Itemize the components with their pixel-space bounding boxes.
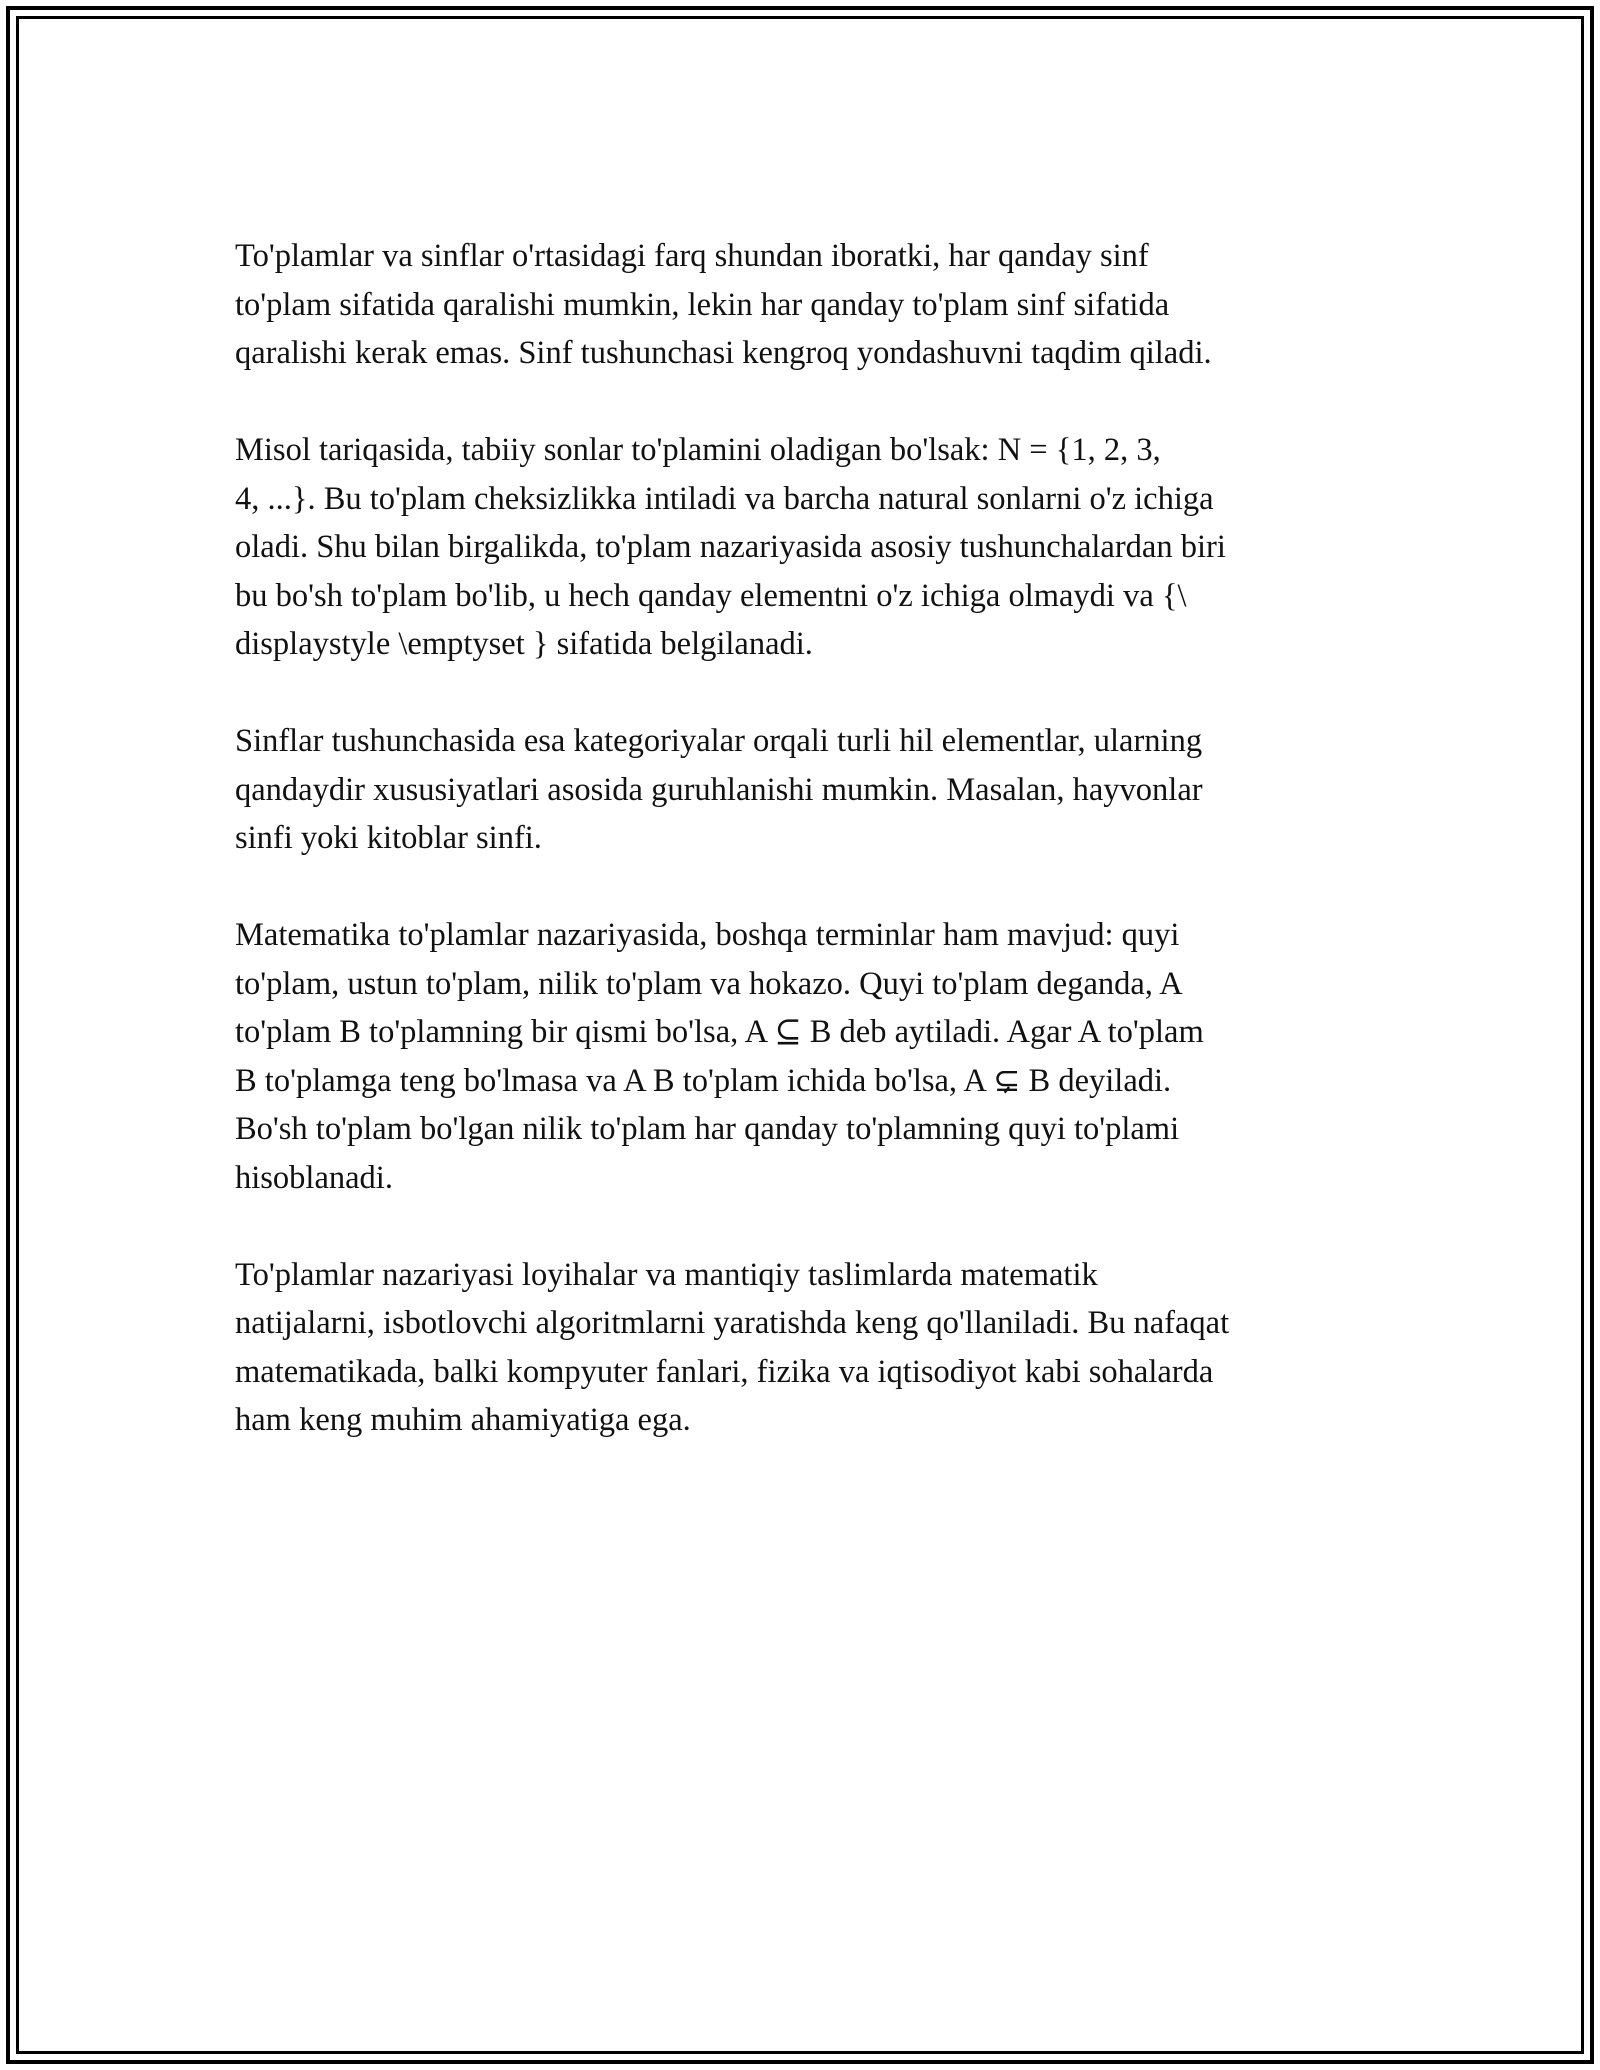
paragraph-class-concept: Sinflar tushunchasida esa kategoriyalar orqali turli hil elementlar, ularning qandaydir xususiyatlari asosida guruhlanishi mumkin. Masalan, hayvonlar sinfi yoki kitoblar sinfi. <box>235 723 1203 856</box>
paragraph-set-theory-applications: To'plamlar nazariyasi loyihalar va mantiqiy taslimlarda matematik natijalarni, isbotlovchi algoritmlarni yaratishda keng qo'llaniladi. Bu nafaqat matematikada, balki kompyuter fanlari, fizika va iqtisodiyot kabi sohalarda ham keng muhim ahamiyatiga ega. <box>235 1256 1230 1438</box>
paragraph-sets-vs-classes: To'plamlar va sinflar o'rtasidagi farq shundan iboratki, har qanday sinf to'plam sifatida qaralishi mumkin, lekin har qanday to'plam sinf sifatida qaralishi kerak emas. Sinf tushunchasi kengroq yondashuvni taqdim qiladi. <box>235 238 1212 371</box>
paragraph-natural-numbers-example: Misol tariqasida, tabiiy sonlar to'plamini oladigan bo'lsak: N = {1, 2, 3, 4, ...}. Bu to'plam cheksizlikka intiladi va barcha natural sonlarni o'z ichiga oladi. Shu bilan birgalikda, to'plam nazariyasida asosiy tushunchalardan biri bu bo'sh to'plam bo'lib, u hech qanday elementni o'z ichiga olmaydi va {\ displaystyle \emptyset } sifatida belgilanadi. <box>235 432 1226 662</box>
paragraph-subset-terms: Matematika to'plamlar nazariyasida, boshqa terminlar ham mavjud: quyi to'plam, ustun to'plam, nilik to'plam va hokazo. Quyi to'plam deganda, A to'plam B to'plamning bir qismi bo'lsa, A ⊆ B deb aytiladi. Agar A to'plam B to'plamga teng bo'lmasa va A B to'plam ichida bo'lsa, A ⊊ B deyiladi. Bo'sh to'plam bo'lgan nilik to'plam har qanday to'plamning quyi to'plami hisoblanadi. <box>235 917 1204 1196</box>
document-body <box>235 232 1370 1493</box>
